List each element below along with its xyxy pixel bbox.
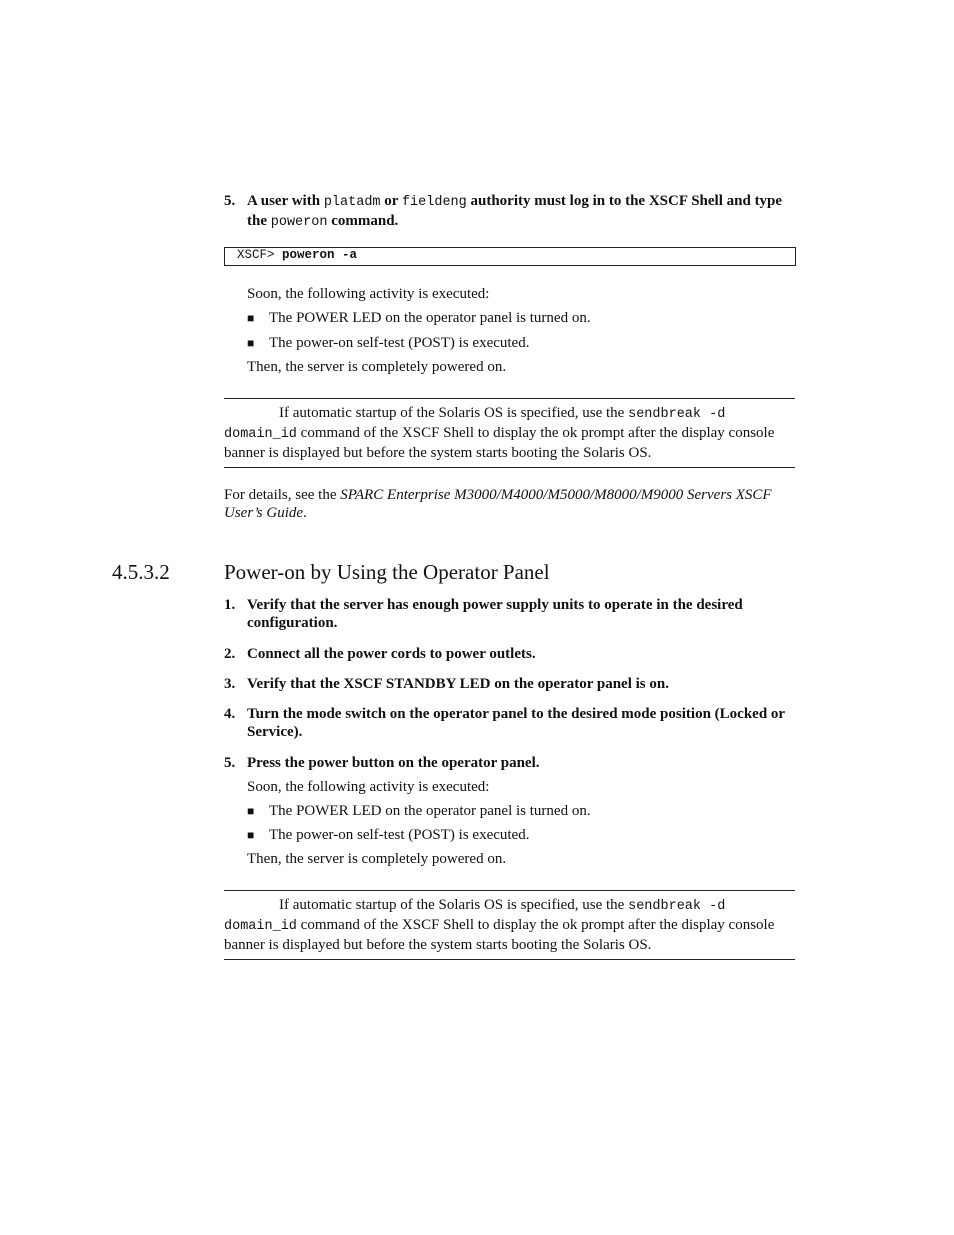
step-5-login <box>224 192 796 232</box>
step-text: or <box>384 193 399 209</box>
step-text: Connect all the power cords to power outlets. <box>247 646 536 662</box>
step-text: command. <box>331 213 399 229</box>
step-number: 4. <box>224 706 236 722</box>
note-text <box>224 891 795 959</box>
code-block <box>224 247 796 266</box>
bullet-text: The power-on self-test (POST) is executed. <box>269 827 530 843</box>
bullet-square-icon: ■ <box>247 828 255 842</box>
bullet-text: The POWER LED on the operator panel is turned on. <box>269 310 591 326</box>
details-paragraph <box>224 486 794 522</box>
bullet-square-icon: ■ <box>247 311 255 325</box>
note-box <box>224 890 795 960</box>
code-prompt: XSCF> <box>237 248 283 262</box>
note-text-part: If automatic startup of the Solaris OS is specified, use the <box>279 897 625 913</box>
activity-intro: Soon, the following activity is executed: <box>247 286 490 302</box>
step-text: Verify that the server has enough power supply units to operate in the desired configuration. <box>247 597 743 631</box>
bullet-item <box>247 826 529 844</box>
step-1 <box>224 596 796 632</box>
section-number: 4.5.3.2 <box>112 560 170 584</box>
code-sendbreak: sendbreak -d domain_id <box>224 407 726 442</box>
note-text-part: If automatic startup of the Solaris OS is specified, use the <box>279 405 625 421</box>
bullet-square-icon: ■ <box>247 336 255 350</box>
code-line <box>237 248 357 263</box>
section-title: Power-on by Using the Operator Panel <box>224 560 550 584</box>
details-text: For details, see the <box>224 487 337 503</box>
step-text: Turn the mode switch on the operator panel to the desired mode position (Locked or Service). <box>247 706 785 740</box>
bullet-text: The power-on self-test (POST) is executed. <box>269 335 530 351</box>
note-text <box>224 399 795 467</box>
step-text: A user with <box>247 193 321 209</box>
step-number: 5. <box>224 193 236 209</box>
step-3 <box>224 675 796 693</box>
activity-outro: Then, the server is completely powered on. <box>247 851 507 867</box>
bullet-square-icon: ■ <box>247 804 255 818</box>
details-text: . <box>303 505 307 521</box>
activity-outro: Then, the server is completely powered on. <box>247 359 507 375</box>
activity-intro: Soon, the following activity is executed: <box>247 779 490 795</box>
bullet-item <box>247 309 591 327</box>
step-text: authority must log in to the XSCF Shell and type the <box>247 193 783 229</box>
step-number: 1. <box>224 597 236 613</box>
bullet-item <box>247 334 529 352</box>
code-poweron: poweron <box>270 215 328 230</box>
code-platadm: platadm <box>323 195 381 210</box>
note-text-part: command of the XSCF Shell to display the ok prompt after the display console banner is displayed but before the system starts booting the Solaris OS. <box>224 425 775 461</box>
code-fieldeng: fieldeng <box>401 195 467 210</box>
code-command: poweron -a <box>282 248 358 262</box>
step-number: 5. <box>224 755 236 771</box>
bullet-text: The POWER LED on the operator panel is turned on. <box>269 803 591 819</box>
note-box <box>224 398 795 468</box>
guide-title: SPARC Enterprise M3000/M4000/M5000/M8000/M9000 Servers XSCF User’s Guide <box>224 487 772 521</box>
step-2 <box>224 645 796 663</box>
step-number: 2. <box>224 646 236 662</box>
bullet-item <box>247 802 591 820</box>
code-sendbreak: sendbreak -d domain_id <box>224 899 726 934</box>
step-4 <box>224 705 796 741</box>
step-number: 3. <box>224 676 236 692</box>
step-5 <box>224 754 796 772</box>
step-text: Press the power button on the operator panel. <box>247 755 540 771</box>
note-text-part: command of the XSCF Shell to display the ok prompt after the display console banner is displayed but before the system starts booting the Solaris OS. <box>224 917 775 953</box>
step-text: Verify that the XSCF STANDBY LED on the operator panel is on. <box>247 676 669 692</box>
